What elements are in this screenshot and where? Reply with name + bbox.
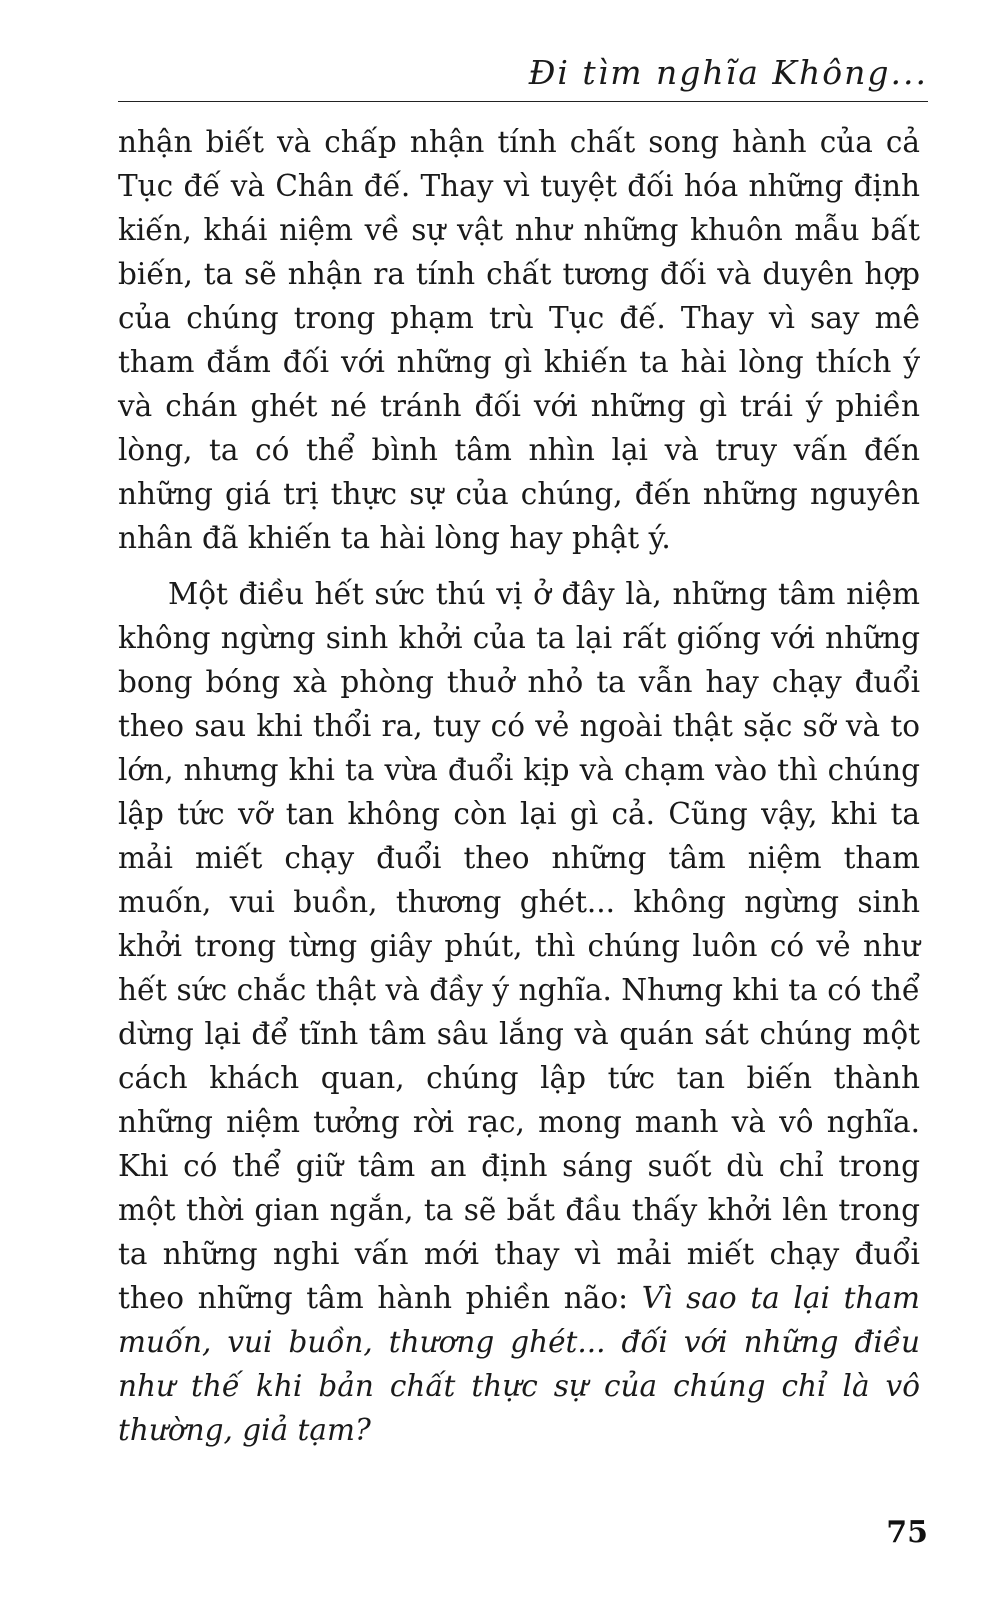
running-header	[118, 44, 928, 102]
page-body	[118, 120, 920, 1452]
running-header-title: Đi tìm nghĩa Không...	[528, 53, 928, 92]
paragraph-2-italic-question: Vì sao ta lại tham muốn, vui buồn, thương ghét... đối với những điều như thế khi bản chất thực sự của chúng chỉ là vô thường, giả tạm?	[118, 1281, 920, 1447]
paragraph-2-text: Một điều hết sức thú vị ở đây là, những tâm niệm không ngừng sinh khởi của ta lại rất giống với những bong bóng xà phòng thuở nhỏ ta vẫn hay chạy đuổi theo sau khi thổi ra, tuy có vẻ ngoài thật sặc sỡ và to lớn, nhưng khi ta vừa đuổi kịp và chạm vào thì chúng lập tức vỡ tan không còn lại gì cả. Cũng vậy, khi ta mải miết chạy đuổi theo những tâm niệm tham muốn, vui buồn, thương ghét... không ngừng sinh khởi trong từng giây phút, thì chúng luôn có vẻ như hết sức chắc thật và đầy ý nghĩa. Nhưng khi ta có thể dừng lại để tĩnh tâm sâu lắng và quán sát chúng một cách khách quan, chúng lập tức tan biến thành những niệm tưởng rời rạc, mong manh và vô nghĩa. Khi có thể giữ tâm an định sáng suốt dù chỉ trong một thời gian ngắn, ta sẽ bắt đầu thấy khởi lên trong ta những nghi vấn mới thay vì mải miết chạy đuổi theo những tâm hành phiền não:	[118, 577, 920, 1315]
paragraph-2	[118, 572, 920, 1452]
paragraph-1: nhận biết và chấp nhận tính chất song hành của cả Tục đế và Chân đế. Thay vì tuyệt đối hóa những định kiến, khái niệm về sự vật như những khuôn mẫu bất biến, ta sẽ nhận ra tính chất tương đối và duyên hợp của chúng trong phạm trù Tục đế. Thay vì say mê tham đắm đối với những gì khiến ta hài lòng thích ý và chán ghét né tránh đối với những gì trái ý phiền lòng, ta có thể bình tâm nhìn lại và truy vấn đến những giá trị thực sự của chúng, đến những nguyên nhân đã khiến ta hài lòng hay phật ý.	[118, 125, 920, 555]
page-number: 75	[886, 1515, 928, 1550]
